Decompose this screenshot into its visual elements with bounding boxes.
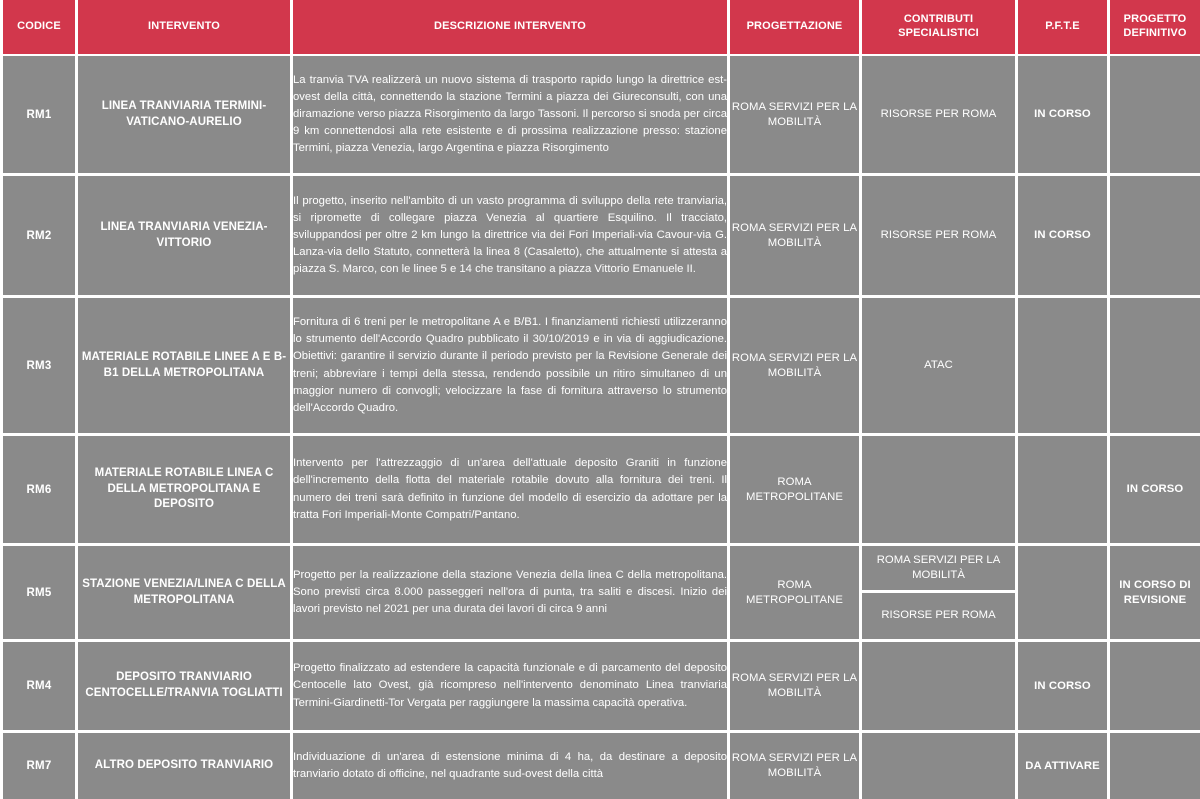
column-header-progettazione[interactable]: PROGETTAZIONE: [730, 0, 862, 56]
cell-progetto-definitivo: [1110, 176, 1200, 298]
cell-intervento: ALTRO DEPOSITO TRANVIARIO: [78, 733, 293, 799]
cell-contributi-sub-2: RISORSE PER ROMA: [881, 609, 996, 622]
cell-intervento: STAZIONE VENEZIA/LINEA C DELLA METROPOLITANA: [78, 546, 293, 642]
cell-contributi: [862, 546, 1018, 642]
table-header: [0, 0, 1200, 56]
cell-codice: RM6: [0, 436, 78, 546]
cell-pfte: [1018, 546, 1110, 642]
cell-contributi: [862, 436, 1018, 546]
cell-descrizione: Intervento per l'attrezzaggio di un'area dell'attuale deposito Graniti in funzione dell'incremento della flotta del materiale rotabile dovuto alla fornitura dei treni. Il numero dei treni sarà definito in funzione del modello di esercizio da adottare per la tratta Fori Imperiali-Monte Compatri/Pantano.: [293, 436, 730, 546]
cell-progettazione: ROMA SERVIZI PER LA MOBILITÀ: [730, 733, 862, 799]
cell-contributi-sub-1: ROMA SERVIZI PER LA MOBILITÀ: [862, 546, 1015, 593]
column-header-contributi-line2: SPECIALISTICI: [898, 27, 979, 39]
cell-pfte: DA ATTIVARE: [1018, 733, 1110, 799]
cell-progetto-definitivo: IN CORSO: [1110, 436, 1200, 546]
header-row: [0, 0, 1200, 56]
cell-contributi: RISORSE PER ROMA: [862, 176, 1018, 298]
column-header-codice[interactable]: CODICE: [0, 0, 78, 56]
cell-progetto-definitivo: [1110, 298, 1200, 436]
column-header-intervento[interactable]: INTERVENTO: [78, 0, 293, 56]
table-row[interactable]: [0, 642, 1200, 733]
column-header-pfte[interactable]: P.F.T.E: [1018, 0, 1110, 56]
cell-descrizione: Il progetto, inserito nell'ambito di un vasto programma di sviluppo della rete tranviaria, si ripromette di collegare piazza Venezia al quartiere Esquilino. Il tracciato, sviluppandosi per oltre 2 km lungo la direttrice via dei Fori Imperiali-via Cavour-via G. Lanza-via dello Statuto, connetterà la linea 8 (Casaletto), che attualmente si attesta a piazza S. Marco, con le linee 5 e 14 che transitano a piazza Vittorio Emanuele II.: [293, 176, 730, 298]
cell-progettazione: ROMA SERVIZI PER LA MOBILITÀ: [730, 642, 862, 733]
cell-codice: RM7: [0, 733, 78, 799]
cell-progetto-definitivo: [1110, 733, 1200, 799]
cell-codice: RM2: [0, 176, 78, 298]
cell-contributi: [862, 642, 1018, 733]
column-header-definitivo-line2: DEFINITIVO: [1123, 27, 1187, 39]
cell-progettazione: ROMA METROPOLITANE: [730, 436, 862, 546]
cell-progettazione: ROMA SERVIZI PER LA MOBILITÀ: [730, 56, 862, 176]
cell-progetto-definitivo: [1110, 56, 1200, 176]
cell-pfte: [1018, 298, 1110, 436]
table-row[interactable]: [0, 733, 1200, 799]
cell-contributi: RISORSE PER ROMA: [862, 56, 1018, 176]
column-header-contributi[interactable]: [862, 0, 1018, 56]
cell-descrizione: Progetto finalizzato ad estendere la capacità funzionale e di parcamento del deposito Centocelle lato Ovest, già ricompreso nell'intervento denominato Linea tranviaria Termini-Giardinetti-Tor Vergata per raggiungere la massima capacità operativa.: [293, 642, 730, 733]
cell-intervento: MATERIALE ROTABILE LINEA C DELLA METROPOLITANA E DEPOSITO: [78, 436, 293, 546]
column-header-progetto-definitivo[interactable]: [1110, 0, 1200, 56]
cell-contributi: [862, 733, 1018, 799]
table-row[interactable]: [0, 56, 1200, 176]
cell-pfte: IN CORSO: [1018, 176, 1110, 298]
cell-progettazione: ROMA SERVIZI PER LA MOBILITÀ: [730, 298, 862, 436]
cell-descrizione: La tranvia TVA realizzerà un nuovo sistema di trasporto rapido lungo la direttrice est-ovest della città, connettendo la stazione Termini a piazza dei Giureconsulti, con una diramazione verso piazza Risorgimento da largo Tassoni. Il percorso si snoda per circa 9 km connettendosi alla rete esistente e di prossima realizzazione presso: stazione Termini, piazza Venezia, largo Argentina e piazza Risorgimento: [293, 56, 730, 176]
column-header-contributi-line1: CONTRIBUTI: [903, 13, 974, 26]
cell-descrizione: Fornitura di 6 treni per le metropolitane A e B/B1. I finanziamenti richiesti utilizzeranno lo strumento dell'Accordo Quadro pubblicato il 30/10/2019 e in via di aggiudicazione. Obiettivi: garantire il servizio durante il periodo previsto per la Revisione Generale dei treni; abbreviare i tempi della stessa, rendendo possibile un ritiro simultaneo di un maggior numero di convogli; velocizzare la fase di fornitura attraverso lo strumento dell'Accordo Quadro.: [293, 298, 730, 436]
column-header-definitivo-line1: PROGETTO: [1123, 13, 1187, 26]
cell-pfte: IN CORSO: [1018, 642, 1110, 733]
cell-progettazione: ROMA SERVIZI PER LA MOBILITÀ: [730, 176, 862, 298]
cell-codice: RM4: [0, 642, 78, 733]
cell-progetto-definitivo: [1110, 642, 1200, 733]
table-row[interactable]: [0, 298, 1200, 436]
cell-codice: RM1: [0, 56, 78, 176]
cell-progetto-definitivo: IN CORSO DI REVISIONE: [1110, 546, 1200, 642]
column-header-descrizione[interactable]: DESCRIZIONE INTERVENTO: [293, 0, 730, 56]
cell-intervento: DEPOSITO TRANVIARIO CENTOCELLE/TRANVIA TOGLIATTI: [78, 642, 293, 733]
cell-descrizione: Progetto per la realizzazione della stazione Venezia della linea C della metropolitana. Sono previsti circa 8.000 passeggeri nell'ora di punta, tra saliti e discesi. Inizio dei lavori previsto nel 2021 per una durata dei lavori di circa 9 anni: [293, 546, 730, 642]
cell-pfte: IN CORSO: [1018, 56, 1110, 176]
cell-intervento: LINEA TRANVIARIA TERMINI-VATICANO-AURELIO: [78, 56, 293, 176]
cell-contributi: ATAC: [862, 298, 1018, 436]
cell-codice: RM5: [0, 546, 78, 642]
table-body: [0, 56, 1200, 799]
cell-progettazione: ROMA METROPOLITANE: [730, 546, 862, 642]
cell-pfte: [1018, 436, 1110, 546]
cell-intervento: MATERIALE ROTABILE LINEE A E B-B1 DELLA METROPOLITANA: [78, 298, 293, 436]
table-row[interactable]: [0, 176, 1200, 298]
cell-codice: RM3: [0, 298, 78, 436]
table-row[interactable]: [0, 436, 1200, 546]
table-row[interactable]: [0, 546, 1200, 642]
cell-descrizione: Individuazione di un'area di estensione minima di 4 ha, da destinare a deposito tranviario dotato di officine, nel quadrante sud-ovest della città: [293, 733, 730, 799]
cell-intervento: LINEA TRANVIARIA VENEZIA-VITTORIO: [78, 176, 293, 298]
